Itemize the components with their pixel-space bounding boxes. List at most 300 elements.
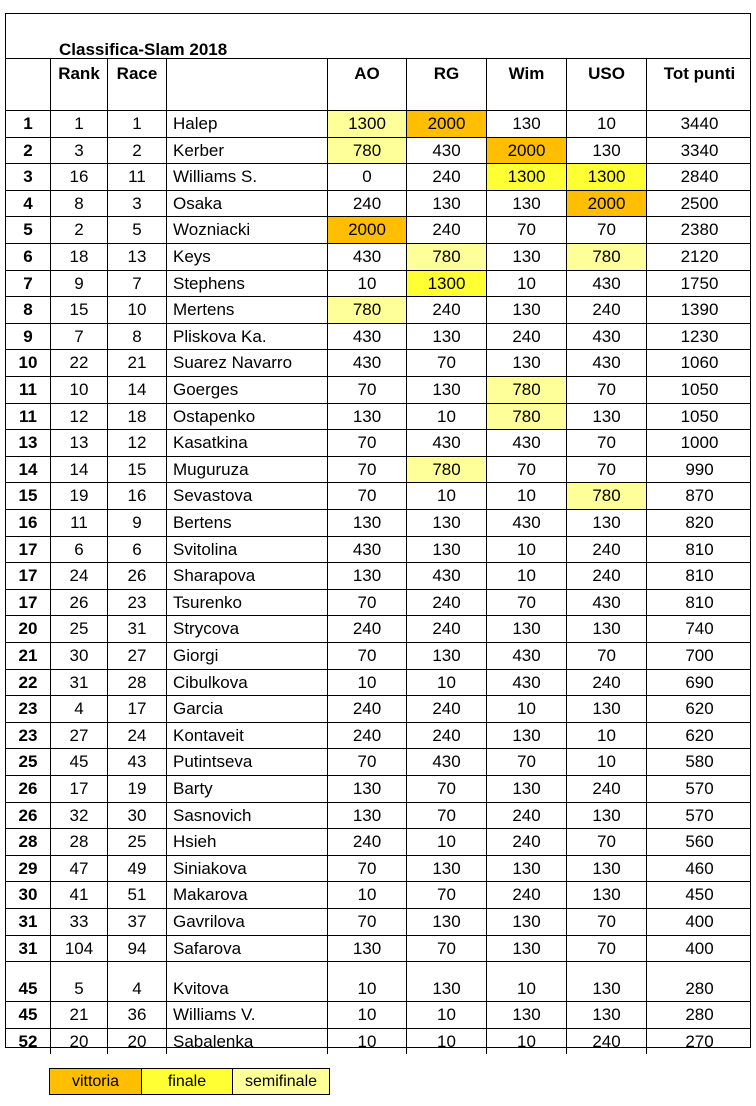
wim-points-cell: 10 — [486, 271, 566, 297]
total-points-cell: 2120 — [646, 244, 752, 270]
position-cell: 4 — [23, 193, 33, 213]
total-points-cell: 700 — [646, 643, 752, 669]
race-cell: 18 — [107, 404, 166, 430]
player-name-cell: Stephens — [166, 271, 327, 297]
table-row — [6, 482, 750, 509]
wim-points-cell: 130 — [486, 244, 566, 270]
table-row — [6, 881, 750, 908]
wim-points-cell: 70 — [486, 457, 566, 483]
total-points-cell: 1390 — [646, 297, 752, 323]
rank-cell: 6 — [50, 537, 107, 563]
rg-points-cell: 240 — [406, 297, 486, 323]
player-name-cell: Safarova — [166, 936, 327, 962]
ao-points-cell: 0 — [327, 164, 406, 190]
rg-points-cell: 430 — [406, 563, 486, 589]
uso-points-cell: 240 — [566, 1029, 646, 1055]
table-row — [6, 190, 750, 217]
table-row — [6, 243, 750, 270]
table-row — [6, 589, 750, 616]
uso-points-cell: 430 — [566, 271, 646, 297]
player-name-cell: Hsieh — [166, 829, 327, 855]
uso-points-cell: 10 — [566, 111, 646, 137]
uso-points-cell: 1300 — [566, 164, 646, 190]
rg-points-cell: 430 — [406, 430, 486, 456]
table-row — [6, 137, 750, 164]
race-cell: 19 — [107, 776, 166, 802]
total-points-cell: 400 — [646, 936, 752, 962]
position-cell: 7 — [23, 273, 33, 293]
race-cell: 14 — [107, 377, 166, 403]
uso-points-cell: 70 — [566, 217, 646, 243]
rg-header: RG — [406, 59, 486, 111]
rg-points-cell: 130 — [406, 643, 486, 669]
rank-cell: 19 — [50, 483, 107, 509]
table-row — [6, 642, 750, 669]
position-cell: 21 — [18, 646, 38, 665]
rank-cell: 14 — [50, 457, 107, 483]
rank-cell: 33 — [50, 909, 107, 935]
position-cell: 9 — [23, 326, 33, 346]
uso-points-cell: 70 — [566, 936, 646, 962]
ao-points-cell: 780 — [327, 138, 406, 164]
uso-points-cell: 10 — [566, 723, 646, 749]
race-cell: 3 — [107, 191, 166, 217]
uso-points-cell: 430 — [566, 324, 646, 350]
table-row — [6, 748, 750, 775]
rank-cell: 24 — [50, 563, 107, 589]
position-cell: 26 — [18, 805, 38, 825]
rank-cell: 47 — [50, 856, 107, 882]
rank-cell: 32 — [50, 803, 107, 829]
player-name-cell: Sabalenka — [166, 1029, 327, 1055]
rg-points-cell: 10 — [406, 1002, 486, 1028]
rg-points-cell: 130 — [406, 191, 486, 217]
ao-points-cell: 130 — [327, 803, 406, 829]
rank-cell: 17 — [50, 776, 107, 802]
rg-points-cell: 70 — [406, 803, 486, 829]
table-row — [6, 562, 750, 589]
ao-points-cell: 430 — [327, 350, 406, 376]
position-cell: 15 — [18, 486, 38, 506]
position-cell: 20 — [18, 619, 38, 639]
position-cell: 11 — [19, 406, 37, 426]
rg-points-cell: 2000 — [406, 111, 486, 137]
player-name-cell: Svitolina — [166, 537, 327, 563]
wim-points-cell: 130 — [486, 350, 566, 376]
ao-points-cell: 70 — [327, 643, 406, 669]
race-cell: 8 — [107, 324, 166, 350]
rg-points-cell: 240 — [406, 723, 486, 749]
position-cell: 28 — [18, 832, 38, 852]
total-points-cell: 270 — [646, 1029, 752, 1055]
rg-points-cell: 780 — [406, 457, 486, 483]
race-header: Race — [107, 59, 166, 111]
total-points-cell: 580 — [646, 749, 752, 775]
wim-points-cell: 130 — [486, 111, 566, 137]
player-name-cell: Siniakova — [166, 856, 327, 882]
ao-points-cell: 240 — [327, 191, 406, 217]
player-name-cell: Suarez Navarro — [166, 350, 327, 376]
total-points-cell: 620 — [646, 696, 752, 722]
uso-points-cell: 70 — [566, 643, 646, 669]
rank-cell: 8 — [50, 191, 107, 217]
uso-points-cell: 430 — [566, 590, 646, 616]
rg-points-cell: 1300 — [406, 271, 486, 297]
table-row — [6, 1001, 750, 1028]
uso-points-cell: 130 — [566, 962, 646, 1001]
ao-points-cell: 70 — [327, 856, 406, 882]
player-name-cell: Williams V. — [166, 1002, 327, 1028]
rank-cell: 28 — [50, 829, 107, 855]
ao-header: AO — [327, 59, 406, 111]
position-cell: 13 — [18, 433, 38, 453]
wim-points-cell: 240 — [486, 324, 566, 350]
wim-points-cell: 430 — [486, 670, 566, 696]
ranking-sheet — [5, 13, 751, 1051]
table-row — [6, 695, 750, 722]
rank-cell: 11 — [50, 510, 107, 536]
wim-points-cell: 130 — [486, 776, 566, 802]
uso-points-cell: 10 — [566, 749, 646, 775]
wim-points-cell: 130 — [486, 1002, 566, 1028]
position-header — [6, 59, 50, 111]
total-points-cell: 820 — [646, 510, 752, 536]
table-row — [6, 722, 750, 749]
ao-points-cell: 2000 — [327, 217, 406, 243]
uso-points-cell: 70 — [566, 909, 646, 935]
wim-points-cell: 130 — [486, 616, 566, 642]
ao-points-cell: 130 — [327, 510, 406, 536]
total-points-cell: 400 — [646, 909, 752, 935]
ao-points-cell: 10 — [327, 1029, 406, 1055]
race-cell: 6 — [107, 537, 166, 563]
wim-points-cell: 130 — [486, 936, 566, 962]
total-points-cell: 3340 — [646, 138, 752, 164]
total-points-cell: 1050 — [646, 404, 752, 430]
race-cell: 16 — [107, 483, 166, 509]
wim-points-cell: 10 — [486, 1029, 566, 1055]
player-name-cell: Williams S. — [166, 164, 327, 190]
rank-cell: 31 — [50, 670, 107, 696]
total-points-cell: 810 — [646, 537, 752, 563]
rg-points-cell: 240 — [406, 616, 486, 642]
race-cell: 5 — [107, 217, 166, 243]
rank-cell: 21 — [50, 1002, 107, 1028]
table-row — [6, 110, 750, 137]
rank-cell: 13 — [50, 430, 107, 456]
table-row — [6, 270, 750, 297]
table-row — [6, 828, 750, 855]
wim-points-cell: 70 — [486, 217, 566, 243]
race-cell: 26 — [107, 563, 166, 589]
player-name-cell: Barty — [166, 776, 327, 802]
ao-points-cell: 240 — [327, 696, 406, 722]
total-points-cell: 1060 — [646, 350, 752, 376]
rank-cell: 5 — [50, 962, 107, 1001]
table-row — [6, 376, 750, 403]
rg-points-cell: 70 — [406, 350, 486, 376]
uso-points-cell: 240 — [566, 670, 646, 696]
table-row — [6, 296, 750, 323]
wim-points-cell: 130 — [486, 723, 566, 749]
table-row — [6, 349, 750, 376]
player-name-cell: Sevastova — [166, 483, 327, 509]
player-name-cell: Bertens — [166, 510, 327, 536]
position-cell: 17 — [18, 539, 38, 559]
race-cell: 24 — [107, 723, 166, 749]
race-cell: 1 — [107, 111, 166, 137]
name-header — [166, 59, 327, 111]
race-cell: 25 — [107, 829, 166, 855]
total-points-cell: 460 — [646, 856, 752, 882]
ao-points-cell: 10 — [327, 271, 406, 297]
race-cell: 2 — [107, 138, 166, 164]
uso-points-cell: 2000 — [566, 191, 646, 217]
uso-points-cell: 130 — [566, 696, 646, 722]
position-cell: 45 — [18, 979, 38, 999]
ao-points-cell: 10 — [327, 670, 406, 696]
table-row — [6, 775, 750, 802]
race-cell: 7 — [107, 271, 166, 297]
uso-points-cell: 130 — [566, 856, 646, 882]
race-cell: 28 — [107, 670, 166, 696]
rank-cell: 41 — [50, 882, 107, 908]
ao-points-cell: 70 — [327, 483, 406, 509]
player-name-cell: Mertens — [166, 297, 327, 323]
table-row — [6, 536, 750, 563]
legend-vittoria: vittoria — [50, 1069, 141, 1094]
uso-points-cell: 240 — [566, 776, 646, 802]
table-row — [6, 935, 750, 962]
rank-cell: 9 — [50, 271, 107, 297]
position-cell: 10 — [18, 353, 38, 373]
table-row — [6, 456, 750, 483]
player-name-cell: Sasnovich — [166, 803, 327, 829]
position-cell: 17 — [18, 592, 38, 612]
uso-points-cell: 70 — [566, 829, 646, 855]
wim-points-cell: 10 — [486, 537, 566, 563]
wim-points-cell: 240 — [486, 803, 566, 829]
ao-points-cell: 430 — [327, 244, 406, 270]
rank-header: Rank — [50, 59, 107, 111]
ao-points-cell: 240 — [327, 616, 406, 642]
race-cell: 23 — [107, 590, 166, 616]
player-name-cell: Giorgi — [166, 643, 327, 669]
race-cell: 13 — [107, 244, 166, 270]
position-cell: 8 — [23, 300, 33, 320]
position-cell: 23 — [18, 699, 38, 719]
uso-points-cell: 70 — [566, 377, 646, 403]
rank-cell: 18 — [50, 244, 107, 270]
player-name-cell: Kvitova — [166, 962, 327, 1001]
total-points-cell: 740 — [646, 616, 752, 642]
race-cell: 36 — [107, 1002, 166, 1028]
race-cell: 9 — [107, 510, 166, 536]
table-row — [6, 1028, 750, 1055]
wim-points-cell: 130 — [486, 191, 566, 217]
player-name-cell: Tsurenko — [166, 590, 327, 616]
player-name-cell: Makarova — [166, 882, 327, 908]
player-name-cell: Wozniacki — [166, 217, 327, 243]
rg-points-cell: 130 — [406, 537, 486, 563]
player-name-cell: Muguruza — [166, 457, 327, 483]
position-cell: 30 — [18, 885, 38, 905]
wim-points-cell: 130 — [486, 909, 566, 935]
ao-points-cell: 10 — [327, 1002, 406, 1028]
rg-points-cell: 130 — [406, 377, 486, 403]
race-cell: 43 — [107, 749, 166, 775]
total-points-cell: 2840 — [646, 164, 752, 190]
rg-points-cell: 130 — [406, 510, 486, 536]
ao-points-cell: 1300 — [327, 111, 406, 137]
table-row — [6, 615, 750, 642]
total-points-cell: 810 — [646, 590, 752, 616]
table-row — [6, 429, 750, 456]
rg-points-cell: 240 — [406, 590, 486, 616]
rg-points-cell: 10 — [406, 829, 486, 855]
total-points-cell: 280 — [646, 962, 752, 1001]
legend-semifinale: semifinale — [232, 1069, 329, 1094]
uso-points-cell: 130 — [566, 510, 646, 536]
rg-points-cell: 70 — [406, 776, 486, 802]
table-row — [6, 323, 750, 350]
wim-points-cell: 70 — [486, 749, 566, 775]
wim-points-cell: 1300 — [486, 164, 566, 190]
ao-points-cell: 130 — [327, 776, 406, 802]
rg-points-cell: 130 — [406, 909, 486, 935]
wim-points-cell: 240 — [486, 829, 566, 855]
race-cell: 49 — [107, 856, 166, 882]
rank-cell: 20 — [50, 1029, 107, 1055]
position-cell: 5 — [23, 220, 33, 240]
rg-points-cell: 10 — [406, 404, 486, 430]
position-cell: 6 — [23, 247, 33, 266]
rank-cell: 15 — [50, 297, 107, 323]
color-legend — [49, 1068, 330, 1095]
player-name-cell: Garcia — [166, 696, 327, 722]
uso-header: USO — [566, 59, 646, 111]
uso-points-cell: 130 — [566, 404, 646, 430]
ao-points-cell: 430 — [327, 324, 406, 350]
wim-points-cell: 430 — [486, 510, 566, 536]
race-cell: 94 — [107, 936, 166, 962]
ao-points-cell: 130 — [327, 404, 406, 430]
rank-cell: 30 — [50, 643, 107, 669]
player-name-cell: Putintseva — [166, 749, 327, 775]
rank-cell: 22 — [50, 350, 107, 376]
uso-points-cell: 70 — [566, 457, 646, 483]
ao-points-cell: 130 — [327, 936, 406, 962]
uso-points-cell: 130 — [566, 138, 646, 164]
uso-points-cell: 70 — [566, 430, 646, 456]
total-points-cell: 570 — [646, 776, 752, 802]
ao-points-cell: 70 — [327, 590, 406, 616]
player-name-cell: Pliskova Ka. — [166, 324, 327, 350]
race-cell: 30 — [107, 803, 166, 829]
table-row — [6, 802, 750, 829]
total-points-cell: 870 — [646, 483, 752, 509]
total-points-cell: 1230 — [646, 324, 752, 350]
position-cell: 11 — [19, 380, 37, 399]
wim-points-cell: 70 — [486, 590, 566, 616]
rank-cell: 3 — [50, 138, 107, 164]
position-cell: 23 — [18, 725, 38, 745]
player-name-cell: Strycova — [166, 616, 327, 642]
uso-points-cell: 780 — [566, 244, 646, 270]
position-cell: 22 — [18, 672, 38, 692]
race-cell: 51 — [107, 882, 166, 908]
player-name-cell: Osaka — [166, 191, 327, 217]
player-name-cell: Gavrilova — [166, 909, 327, 935]
position-cell: 2 — [23, 140, 33, 160]
race-cell: 27 — [107, 643, 166, 669]
ao-points-cell: 240 — [327, 723, 406, 749]
wim-points-cell: 780 — [486, 377, 566, 403]
wim-points-cell: 430 — [486, 430, 566, 456]
total-points-cell: 1750 — [646, 271, 752, 297]
uso-points-cell: 240 — [566, 297, 646, 323]
race-cell: 31 — [107, 616, 166, 642]
ao-points-cell: 430 — [327, 537, 406, 563]
ao-points-cell: 240 — [327, 829, 406, 855]
total-header: Tot punti — [646, 59, 752, 111]
player-name-cell: Goerges — [166, 377, 327, 403]
table-row — [6, 163, 750, 190]
total-points-cell: 1000 — [646, 430, 752, 456]
total-points-cell: 450 — [646, 882, 752, 908]
rank-cell: 45 — [50, 749, 107, 775]
race-cell: 15 — [107, 457, 166, 483]
wim-points-cell: 10 — [486, 962, 566, 1001]
ao-points-cell: 70 — [327, 749, 406, 775]
sheet-title: Classifica-Slam 2018 — [59, 40, 228, 59]
race-cell: 20 — [107, 1029, 166, 1055]
race-cell: 21 — [107, 350, 166, 376]
race-cell: 4 — [107, 962, 166, 1001]
table-row — [6, 855, 750, 882]
position-cell: 52 — [18, 1031, 38, 1051]
position-cell: 17 — [18, 566, 38, 586]
wim-points-cell: 430 — [486, 643, 566, 669]
wim-header: Wim — [486, 59, 566, 111]
total-points-cell: 3440 — [646, 111, 752, 137]
rg-points-cell: 240 — [406, 696, 486, 722]
uso-points-cell: 130 — [566, 803, 646, 829]
wim-points-cell: 130 — [486, 297, 566, 323]
wim-points-cell: 2000 — [486, 138, 566, 164]
position-cell: 1 — [23, 114, 33, 133]
race-cell: 17 — [107, 696, 166, 722]
rg-points-cell: 70 — [406, 936, 486, 962]
rank-cell: 7 — [50, 324, 107, 350]
total-points-cell: 2380 — [646, 217, 752, 243]
ao-points-cell: 130 — [327, 563, 406, 589]
rank-cell: 2 — [50, 217, 107, 243]
table-row — [6, 509, 750, 536]
rank-cell: 27 — [50, 723, 107, 749]
ao-points-cell: 70 — [327, 377, 406, 403]
race-cell: 10 — [107, 297, 166, 323]
wim-points-cell: 240 — [486, 882, 566, 908]
wim-points-cell: 780 — [486, 404, 566, 430]
player-name-cell: Kerber — [166, 138, 327, 164]
player-name-cell: Kasatkina — [166, 430, 327, 456]
position-cell: 14 — [18, 459, 38, 479]
ao-points-cell: 780 — [327, 297, 406, 323]
rg-points-cell: 130 — [406, 856, 486, 882]
rank-cell: 4 — [50, 696, 107, 722]
position-cell: 29 — [18, 858, 38, 878]
